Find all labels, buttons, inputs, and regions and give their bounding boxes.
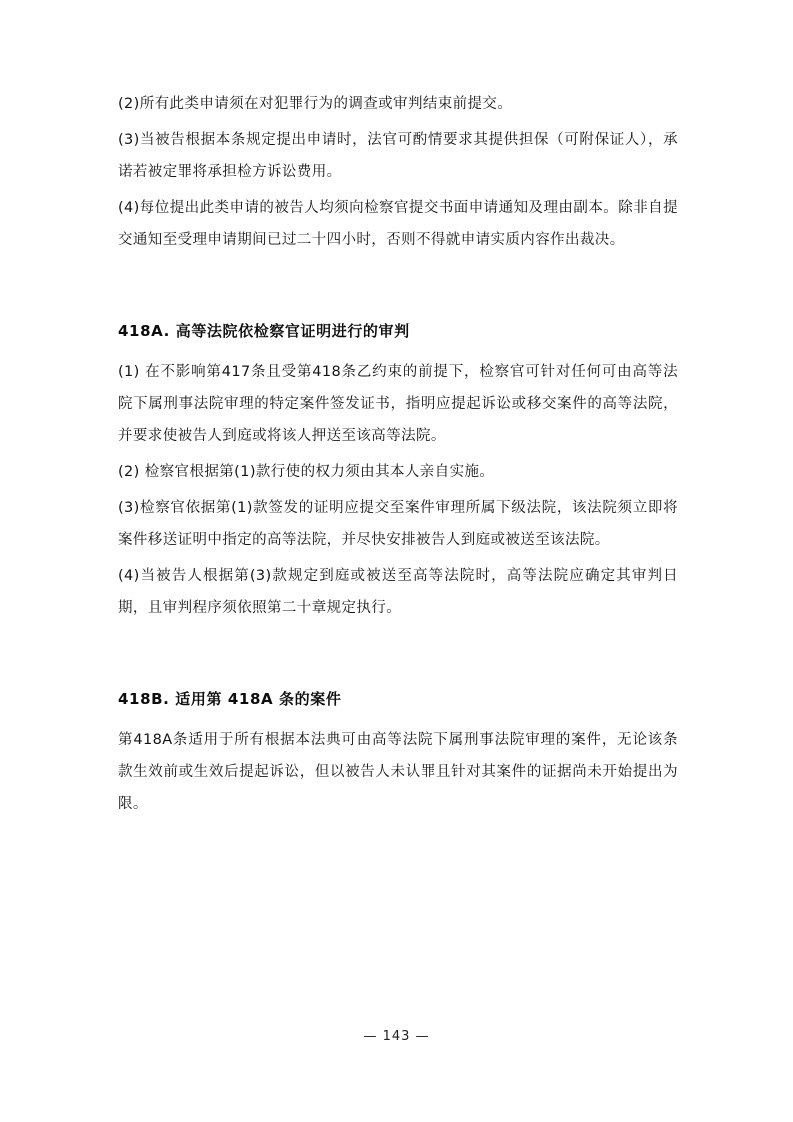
paragraph-418a-2: (2) 检察官根据第(1)款行使的权力须由其本人亲自实施。 — [118, 464, 495, 480]
section-spacer-1 — [118, 260, 678, 282]
paragraph-418a-4: (4)当被告人根据第(3)款规定到庭或被送至高等法院时，高等法院应确定其审判日期，且审判程序须依照第二十章规定执行。 — [118, 568, 678, 616]
paragraph-418b-1: 第418A条适用于所有根据本法典可由高等法院下属刑事法院审理的案件，无论该条款生效前或生效后提起诉讼，但以被告人未认罪且针对其案件的证据尚未开始提出为限。 — [118, 732, 678, 812]
paragraph-3: (3)当被告根据本条规定提出申请时，法官可酌情要求其提供担保（可附保证人），承诺若被定罪将承担检方诉讼费用。 — [118, 132, 678, 180]
paragraph-418a-3: (3)检察官依据第(1)款签发的证明应提交至案件审理所属下级法院，该法院须立即将案件移送证明中指定的高等法院，并尽快安排被告人到庭或被送至该法院。 — [118, 500, 678, 548]
page-content — [118, 88, 678, 820]
section-heading-418a: 418A. 高等法院依检察官证明进行的审判 — [118, 322, 410, 340]
section-spacer-2 — [118, 628, 678, 650]
paragraph-4: (4)每位提出此类申请的被告人均须向检察官提交书面申请通知及理由副本。除非自提交通知至受理申请期间已过二十四小时，否则不得就申请实质内容作出裁决。 — [118, 200, 678, 248]
page-number: — 143 — — [363, 1029, 430, 1044]
section-heading-418b: 418B. 适用第 418A 条的案件 — [118, 690, 342, 708]
paragraph-2: (2)所有此类申请须在对犯罪行为的调查或审判结束前提交。 — [118, 96, 513, 112]
paragraph-418a-1: (1) 在不影响第417条且受第418条乙约束的前提下，检察官可针对任何可由高等法院下属刑事法院审理的特定案件签发证书，指明应提起诉讼或移交案件的高等法院，并要求使被告人到庭或将该人押送至该高等法院。 — [118, 364, 678, 444]
